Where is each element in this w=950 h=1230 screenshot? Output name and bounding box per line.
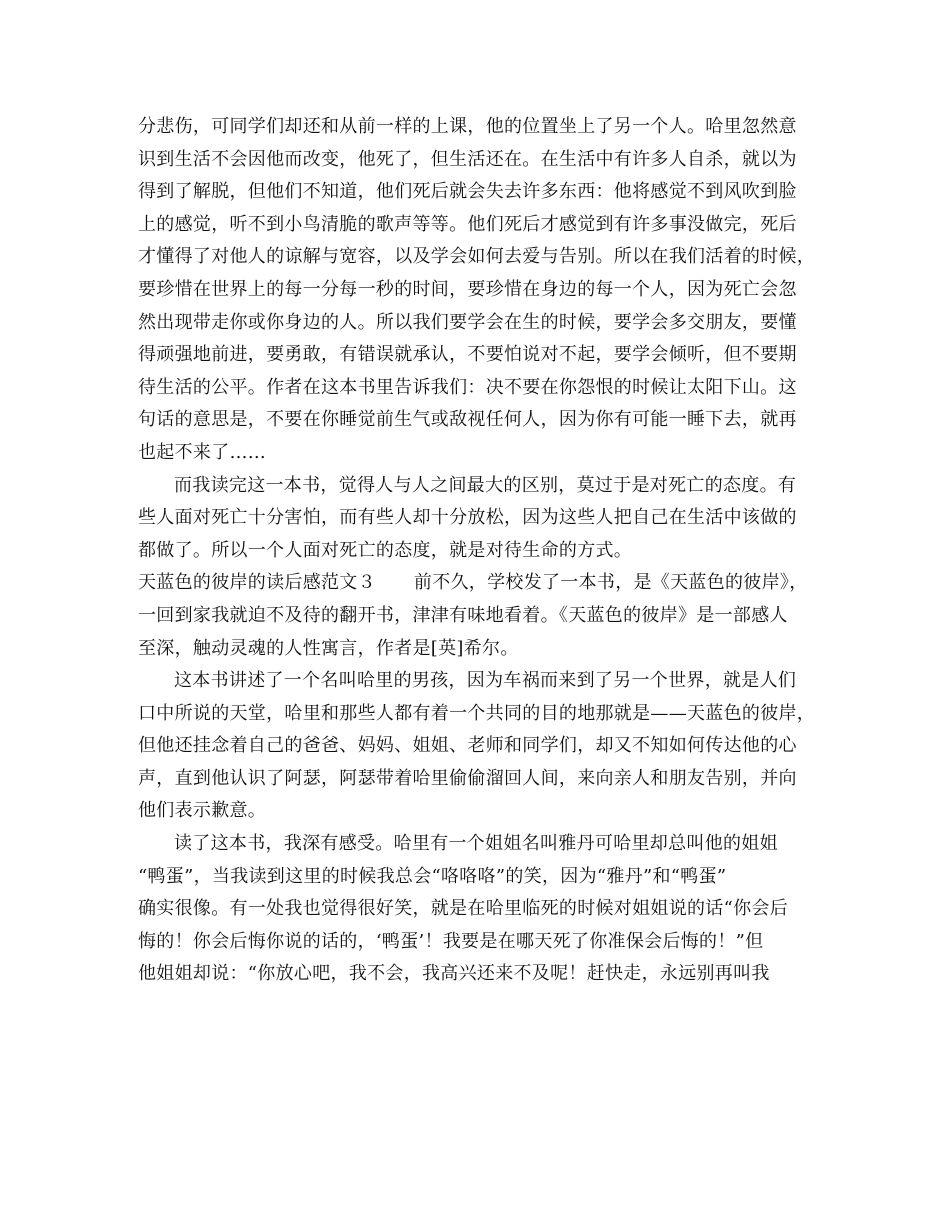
text-line: 上的感觉，听不到小鸟清脆的歌声等等。他们死后才感觉到有许多事没做完，死后 xyxy=(138,213,797,235)
text-line: 些人面对死亡十分害怕，而有些人却十分放松，因为这些人把自己在生活中该做的 xyxy=(138,507,797,529)
text-line: 声，直到他认识了阿瑟，阿瑟带着哈里偷偷溜回人间，来向亲人和朋友告别，并向 xyxy=(138,767,797,789)
text-line: 一回到家我就迫不及待的翻开书，津津有味地看着。《天蓝色的彼岸》是一部感人 xyxy=(138,604,788,626)
text-line: 分悲伤，可同学们却还和从前一样的上课，他的位置坐上了另一个人。哈里忽然意 xyxy=(138,116,797,137)
text-run: 前不久，学校发了一本书，是《天蓝色的彼岸》， xyxy=(413,572,808,594)
text-line: 都做了。所以一个人面对死亡的态度，就是对待生命的方式。 xyxy=(138,539,633,561)
text-line: 口中所说的天堂，哈里和那些人都有着一个共同的目的地那就是——天蓝色的彼岸， xyxy=(138,702,816,724)
text-line: 他们表示歉意。 xyxy=(138,800,267,822)
text-line: 读了这本书，我深有感受。哈里有一个姐姐名叫雅丹可哈里却总叫他的姐姐 xyxy=(174,833,778,855)
document-body xyxy=(138,111,816,991)
text-line: 识到生活不会因他而改变，他死了，但生活还在。在生活中有许多人自杀，就以为 xyxy=(138,148,797,170)
text-line: 确实很像。有一处我也觉得很好笑，就是在哈里临死的时候对姐姐说的话“你会后 xyxy=(138,898,788,920)
text-line: 才懂得了对他人的谅解与宽容，以及学会如何去爱与告别。所以在我们活着的时候， xyxy=(138,246,816,268)
text-line: 也起不来了…… xyxy=(138,441,267,463)
text-line: 这本书讲述了一个名叫哈里的男孩，因为车祸而来到了另一个世界，就是人们 xyxy=(174,670,797,692)
text-line: 但他还挂念着自己的爸爸、妈妈、姐姐、老师和同学们，却又不知如何传达他的心 xyxy=(138,735,797,757)
text-line: 待生活的公平。作者在这本书里告诉我们：决不要在你怨恨的时候让太阳下山。这 xyxy=(138,376,797,398)
text-line: “鸭蛋”，当我读到这里的时候我总会“咯咯咯”的笑，因为“雅丹”和“鸭蛋” xyxy=(138,865,727,887)
section-heading: 天蓝色的彼岸的读后感范文３ xyxy=(138,572,376,594)
text-line: 得到了解脱，但他们不知道，他们死后就会失去许多东西：他将感觉不到风吹到脸 xyxy=(138,181,797,203)
text-line: 而我读完这一本书，觉得人与人之间最大的区别，莫过于是对死亡的态度。有 xyxy=(174,474,797,496)
text-line: 句话的意思是，不要在你睡觉前生气或敌视任何人，因为你有可能一睡下去，就再 xyxy=(138,409,797,431)
paragraph xyxy=(138,470,816,568)
text-line: 至深，触动灵魂的人性寓言，作者是[英]希尔。 xyxy=(138,637,519,659)
text-line: 得顽强地前进，要勇敢，有错误就承认，不要怕说对不起，要学会倾听，但不要期 xyxy=(138,344,797,366)
paragraph xyxy=(138,567,816,665)
text-line: 然出现带走你或你身边的人。所以我们要学会在生的时候，要学会多交朋友，要懂 xyxy=(138,311,797,333)
text-line: 悔的！你会后悔你说的话的，‘鸭蛋’！我要是在哪天死了你准保会后悔的！”但 xyxy=(138,930,764,952)
paragraph xyxy=(138,111,816,470)
paragraph xyxy=(138,665,816,828)
text-line xyxy=(138,567,816,600)
text-line: 他姐姐却说：“你放心吧，我不会，我高兴还来不及呢！赶快走，永远别再叫我 xyxy=(138,963,770,985)
text-line: 要珍惜在世界上的每一分每一秒的时间，要珍惜在身边的每一个人，因为死亡会忽 xyxy=(138,278,797,300)
paragraph xyxy=(138,828,816,991)
